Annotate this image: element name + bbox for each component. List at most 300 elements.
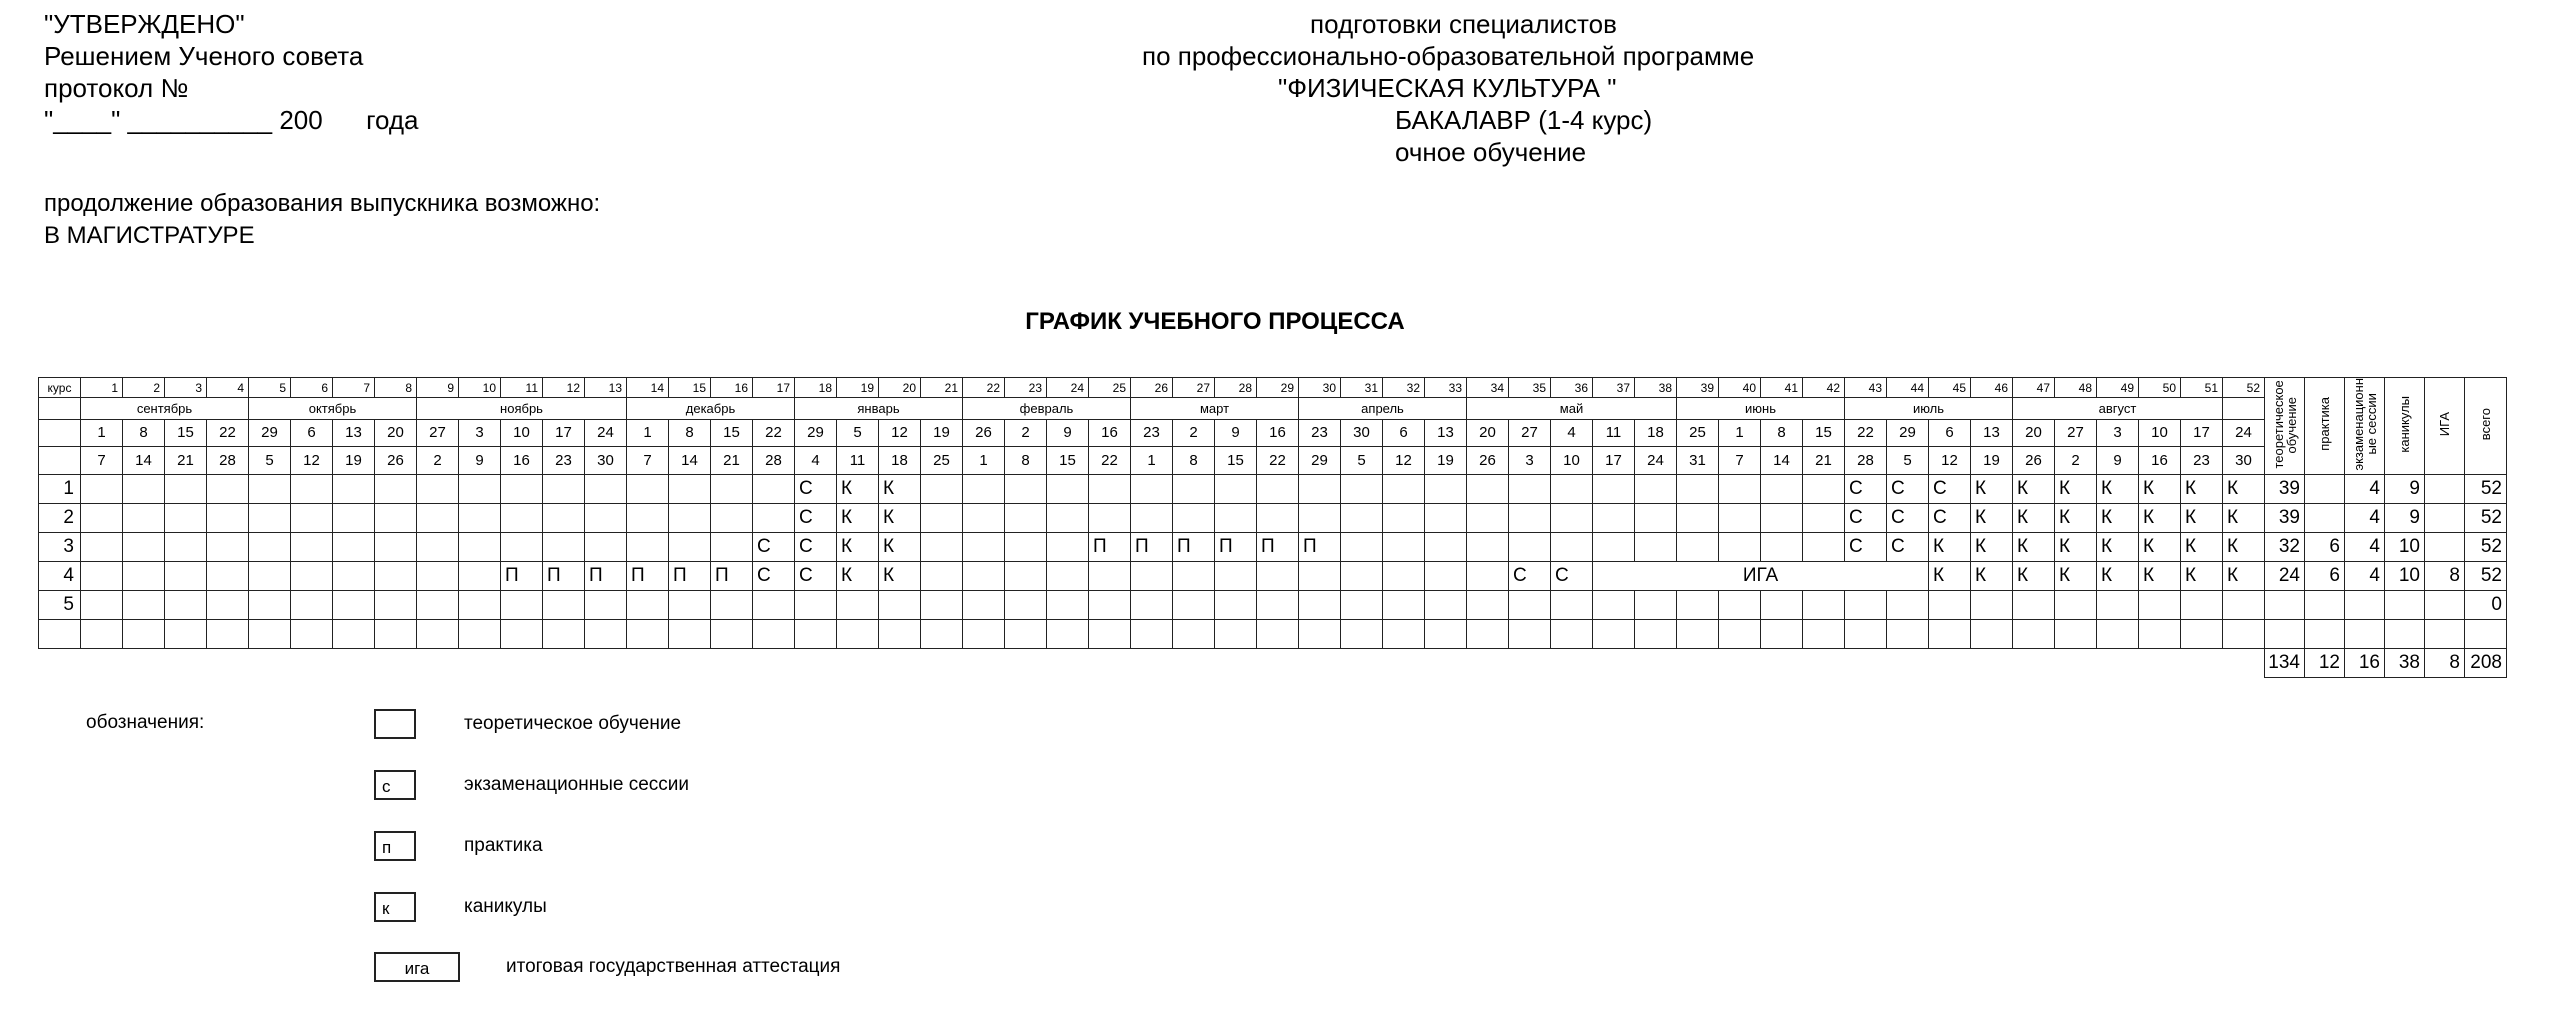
legend-text: каникулы bbox=[464, 896, 547, 917]
week-number: 32 bbox=[1383, 378, 1425, 398]
schedule-cell bbox=[1551, 619, 1593, 648]
schedule-cell bbox=[207, 532, 249, 561]
schedule-cell bbox=[837, 619, 879, 648]
schedule-cell bbox=[1383, 532, 1425, 561]
schedule-cell bbox=[1677, 474, 1719, 503]
schedule-cell bbox=[1089, 619, 1131, 648]
course-total: 6 bbox=[2305, 532, 2345, 561]
schedule-cell bbox=[459, 532, 501, 561]
schedule-cell bbox=[921, 532, 963, 561]
schedule-cell bbox=[81, 503, 123, 532]
week-end-day: 10 bbox=[1551, 447, 1593, 474]
kurs-header: курс bbox=[39, 378, 81, 398]
week-end-day: 18 bbox=[879, 447, 921, 474]
week-number: 29 bbox=[1257, 378, 1299, 398]
schedule-cell bbox=[1005, 619, 1047, 648]
schedule-cell: К bbox=[2055, 532, 2097, 561]
schedule-cell: С bbox=[795, 474, 837, 503]
week-number: 28 bbox=[1215, 378, 1257, 398]
schedule-cell bbox=[1299, 474, 1341, 503]
schedule-cell bbox=[963, 619, 1005, 648]
legend-box: ига bbox=[374, 952, 460, 982]
schedule-cell: С bbox=[1551, 561, 1593, 590]
approval-line3: протокол № bbox=[44, 73, 189, 103]
schedule-cell bbox=[417, 561, 459, 590]
legend-text: практика bbox=[464, 835, 543, 856]
week-number: 9 bbox=[417, 378, 459, 398]
summary-header bbox=[2385, 378, 2425, 475]
schedule-cell bbox=[711, 503, 753, 532]
course-total: 9 bbox=[2385, 503, 2425, 532]
week-end-day: 29 bbox=[1299, 447, 1341, 474]
schedule-cell bbox=[627, 590, 669, 619]
schedule-cell bbox=[459, 590, 501, 619]
course-number: 3 bbox=[39, 532, 81, 561]
schedule-cell bbox=[207, 503, 249, 532]
course-total: 4 bbox=[2345, 532, 2385, 561]
schedule-cell: К bbox=[1971, 561, 2013, 590]
schedule-cell: С bbox=[1509, 561, 1551, 590]
week-number: 3 bbox=[165, 378, 207, 398]
schedule-cell bbox=[1803, 590, 1845, 619]
schedule-cell bbox=[249, 532, 291, 561]
empty-cell bbox=[39, 398, 81, 419]
schedule-cell bbox=[1509, 590, 1551, 619]
schedule-cell bbox=[669, 532, 711, 561]
schedule-cell bbox=[375, 619, 417, 648]
schedule-table bbox=[38, 377, 2507, 678]
schedule-cell bbox=[1467, 532, 1509, 561]
week-number: 46 bbox=[1971, 378, 2013, 398]
week-start-day: 12 bbox=[879, 419, 921, 446]
schedule-cell bbox=[711, 590, 753, 619]
week-end-day: 16 bbox=[2139, 447, 2181, 474]
schedule-cell bbox=[1803, 532, 1845, 561]
schedule-cell bbox=[375, 561, 417, 590]
course-total bbox=[2305, 474, 2345, 503]
course-row bbox=[39, 474, 2507, 503]
week-start-day: 30 bbox=[1341, 419, 1383, 446]
week-start-day: 1 bbox=[1719, 419, 1761, 446]
schedule-cell bbox=[1551, 503, 1593, 532]
schedule-cell bbox=[1971, 590, 2013, 619]
week-start-day: 5 bbox=[837, 419, 879, 446]
schedule-cell bbox=[1677, 590, 1719, 619]
week-number: 12 bbox=[543, 378, 585, 398]
schedule-cell bbox=[1887, 619, 1929, 648]
schedule-cell bbox=[459, 503, 501, 532]
schedule-cell bbox=[753, 503, 795, 532]
week-number: 20 bbox=[879, 378, 921, 398]
schedule-cell: К bbox=[2055, 474, 2097, 503]
empty-cell bbox=[39, 419, 81, 446]
course-number: 1 bbox=[39, 474, 81, 503]
week-number: 17 bbox=[753, 378, 795, 398]
week-start-day: 27 bbox=[1509, 419, 1551, 446]
schedule-cell: К bbox=[2139, 474, 2181, 503]
schedule-cell bbox=[963, 503, 1005, 532]
schedule-cell bbox=[81, 561, 123, 590]
course-total: 4 bbox=[2345, 503, 2385, 532]
week-number: 41 bbox=[1761, 378, 1803, 398]
schedule-cell bbox=[417, 503, 459, 532]
course-total: 52 bbox=[2465, 561, 2507, 590]
schedule-cell: К bbox=[879, 474, 921, 503]
week-end-day: 22 bbox=[1089, 447, 1131, 474]
schedule-cell: К bbox=[1971, 503, 2013, 532]
week-end-day: 1 bbox=[1131, 447, 1173, 474]
week-number: 11 bbox=[501, 378, 543, 398]
week-end-day: 31 bbox=[1677, 447, 1719, 474]
course-number: 5 bbox=[39, 590, 81, 619]
week-start-day: 15 bbox=[1803, 419, 1845, 446]
week-start-day: 3 bbox=[459, 419, 501, 446]
schedule-cell bbox=[2223, 590, 2265, 619]
week-end-day: 4 bbox=[795, 447, 837, 474]
schedule-cell bbox=[165, 561, 207, 590]
week-start-day: 11 bbox=[1593, 419, 1635, 446]
schedule-cell bbox=[207, 561, 249, 590]
schedule-cell bbox=[1467, 590, 1509, 619]
schedule-cell bbox=[207, 590, 249, 619]
week-end-day: 16 bbox=[501, 447, 543, 474]
schedule-cell bbox=[1383, 590, 1425, 619]
schedule-cell bbox=[1929, 619, 1971, 648]
week-number: 52 bbox=[2223, 378, 2265, 398]
schedule-cell: С bbox=[1845, 532, 1887, 561]
schedule-title: ГРАФИК УЧЕБНОГО ПРОЦЕССА bbox=[1025, 308, 1405, 335]
course-total: 39 bbox=[2265, 503, 2305, 532]
schedule-cell bbox=[501, 532, 543, 561]
week-end-day: 24 bbox=[1635, 447, 1677, 474]
schedule-cell bbox=[1005, 561, 1047, 590]
schedule-cell bbox=[1341, 532, 1383, 561]
schedule-cell bbox=[1635, 590, 1677, 619]
course-total: 10 bbox=[2385, 532, 2425, 561]
schedule-cell: К bbox=[2181, 503, 2223, 532]
schedule-cell bbox=[1173, 561, 1215, 590]
week-end-day: 23 bbox=[543, 447, 585, 474]
week-end-day: 7 bbox=[1719, 447, 1761, 474]
week-start-day: 9 bbox=[1047, 419, 1089, 446]
schedule-cell bbox=[1131, 474, 1173, 503]
schedule-cell bbox=[921, 474, 963, 503]
schedule-cell bbox=[585, 619, 627, 648]
schedule-cell: С bbox=[795, 503, 837, 532]
schedule-cell bbox=[1299, 619, 1341, 648]
schedule-cell bbox=[333, 532, 375, 561]
week-end-day: 28 bbox=[753, 447, 795, 474]
schedule-cell bbox=[291, 474, 333, 503]
approval-line2: Решением Ученого совета bbox=[44, 41, 364, 71]
course-row bbox=[39, 532, 2507, 561]
schedule-cell bbox=[1173, 503, 1215, 532]
schedule-cell: С bbox=[1845, 474, 1887, 503]
schedule-cell bbox=[837, 590, 879, 619]
schedule-cell bbox=[417, 532, 459, 561]
schedule-cell: К bbox=[1929, 561, 1971, 590]
schedule-cell bbox=[1341, 590, 1383, 619]
schedule-cell bbox=[1215, 561, 1257, 590]
schedule-cell: К bbox=[2223, 474, 2265, 503]
schedule-cell bbox=[1425, 590, 1467, 619]
schedule-cell bbox=[1173, 474, 1215, 503]
schedule-cell bbox=[375, 503, 417, 532]
schedule-cell bbox=[1173, 590, 1215, 619]
schedule-cell bbox=[2181, 619, 2223, 648]
course-total bbox=[2305, 619, 2345, 648]
schedule-cell: К bbox=[2055, 503, 2097, 532]
schedule-cell bbox=[1047, 532, 1089, 561]
course-total bbox=[2425, 532, 2465, 561]
summary-header bbox=[2425, 378, 2465, 475]
blank-area bbox=[39, 648, 2265, 677]
week-start-day: 29 bbox=[795, 419, 837, 446]
schedule-cell bbox=[291, 619, 333, 648]
schedule-cell bbox=[1341, 503, 1383, 532]
week-start-day: 23 bbox=[1299, 419, 1341, 446]
schedule-cell bbox=[333, 561, 375, 590]
month-header: апрель bbox=[1299, 398, 1467, 419]
schedule-cell bbox=[333, 619, 375, 648]
week-start-day: 22 bbox=[207, 419, 249, 446]
schedule-cell bbox=[1719, 474, 1761, 503]
month-header: ноябрь bbox=[417, 398, 627, 419]
week-number: 38 bbox=[1635, 378, 1677, 398]
week-number: 50 bbox=[2139, 378, 2181, 398]
schedule-cell bbox=[417, 619, 459, 648]
empty-cell bbox=[39, 447, 81, 474]
schedule-cell bbox=[1509, 503, 1551, 532]
schedule-cell bbox=[921, 503, 963, 532]
schedule-cell: С bbox=[1929, 503, 1971, 532]
schedule-cell: К bbox=[2013, 532, 2055, 561]
week-end-day: 21 bbox=[165, 447, 207, 474]
week-end-day: 28 bbox=[1845, 447, 1887, 474]
course-number bbox=[39, 619, 81, 648]
iga-cell: ИГА bbox=[1593, 561, 1929, 590]
schedule-cell bbox=[1509, 532, 1551, 561]
program-block bbox=[1100, 8, 1800, 168]
schedule-cell bbox=[81, 590, 123, 619]
week-start-day: 6 bbox=[1383, 419, 1425, 446]
program-line3: "ФИЗИЧЕСКАЯ КУЛЬТУРА " bbox=[1278, 73, 1617, 103]
week-start-day: 3 bbox=[2097, 419, 2139, 446]
week-number: 14 bbox=[627, 378, 669, 398]
schedule-cell bbox=[123, 503, 165, 532]
schedule-cell bbox=[459, 474, 501, 503]
schedule-cell bbox=[1383, 474, 1425, 503]
schedule-cell bbox=[1719, 619, 1761, 648]
week-number: 40 bbox=[1719, 378, 1761, 398]
summary-header-label: практика bbox=[2317, 397, 2332, 452]
week-end-day: 2 bbox=[2055, 447, 2097, 474]
legend-box bbox=[374, 709, 416, 739]
week-number: 45 bbox=[1929, 378, 1971, 398]
week-start-day: 4 bbox=[1551, 419, 1593, 446]
schedule-cell bbox=[627, 503, 669, 532]
program-line1: подготовки специалистов bbox=[1310, 9, 1617, 39]
week-start-day: 23 bbox=[1131, 419, 1173, 446]
approval-date-line: "____" __________ 200 года bbox=[44, 105, 419, 135]
schedule-cell bbox=[459, 561, 501, 590]
course-total bbox=[2265, 590, 2305, 619]
schedule-cell bbox=[81, 532, 123, 561]
schedule-cell bbox=[543, 590, 585, 619]
week-number: 34 bbox=[1467, 378, 1509, 398]
schedule-cell bbox=[1635, 503, 1677, 532]
schedule-cell bbox=[1215, 619, 1257, 648]
schedule-cell bbox=[165, 503, 207, 532]
week-start-day: 2 bbox=[1173, 419, 1215, 446]
schedule-cell: П bbox=[669, 561, 711, 590]
week-number: 48 bbox=[2055, 378, 2097, 398]
grand-total: 38 bbox=[2385, 648, 2425, 677]
course-number: 2 bbox=[39, 503, 81, 532]
week-start-day: 27 bbox=[417, 419, 459, 446]
week-number: 21 bbox=[921, 378, 963, 398]
schedule-cell bbox=[1467, 561, 1509, 590]
schedule-cell: К bbox=[2181, 474, 2223, 503]
summary-header-label: ИГА bbox=[2437, 412, 2452, 437]
legend-title: обозначения: bbox=[86, 712, 205, 733]
schedule-cell bbox=[1341, 619, 1383, 648]
week-number: 51 bbox=[2181, 378, 2223, 398]
schedule-cell bbox=[1635, 474, 1677, 503]
schedule-cell bbox=[1299, 590, 1341, 619]
week-end-day: 7 bbox=[81, 447, 123, 474]
schedule-cell bbox=[333, 590, 375, 619]
schedule-cell: П bbox=[1173, 532, 1215, 561]
schedule-cell bbox=[123, 474, 165, 503]
course-total bbox=[2385, 590, 2425, 619]
schedule-cell bbox=[1761, 619, 1803, 648]
schedule-cell bbox=[627, 474, 669, 503]
course-row bbox=[39, 561, 2507, 590]
schedule-cell: К bbox=[879, 532, 921, 561]
schedule-cell: К bbox=[2223, 532, 2265, 561]
week-number: 4 bbox=[207, 378, 249, 398]
week-number: 30 bbox=[1299, 378, 1341, 398]
schedule-cell bbox=[417, 474, 459, 503]
course-total: 52 bbox=[2465, 532, 2507, 561]
schedule-cell bbox=[1047, 590, 1089, 619]
schedule-cell bbox=[1929, 590, 1971, 619]
course-total: 10 bbox=[2385, 561, 2425, 590]
week-end-day: 26 bbox=[375, 447, 417, 474]
schedule-cell bbox=[291, 503, 333, 532]
schedule-cell bbox=[1257, 503, 1299, 532]
schedule-cell: К bbox=[2097, 532, 2139, 561]
schedule-cell bbox=[1005, 503, 1047, 532]
course-row bbox=[39, 503, 2507, 532]
schedule-cell bbox=[165, 619, 207, 648]
week-number: 24 bbox=[1047, 378, 1089, 398]
schedule-cell: К bbox=[837, 503, 879, 532]
schedule-cell bbox=[1761, 503, 1803, 532]
schedule-cell: К bbox=[2097, 474, 2139, 503]
week-start-day: 2 bbox=[1005, 419, 1047, 446]
schedule-cell: К bbox=[2223, 503, 2265, 532]
week-start-day: 9 bbox=[1215, 419, 1257, 446]
schedule-cell bbox=[1257, 561, 1299, 590]
week-start-day: 10 bbox=[501, 419, 543, 446]
schedule-cell: К bbox=[2139, 503, 2181, 532]
week-start-day: 15 bbox=[711, 419, 753, 446]
week-number: 13 bbox=[585, 378, 627, 398]
schedule-cell: П bbox=[585, 561, 627, 590]
schedule-cell bbox=[123, 590, 165, 619]
schedule-cell bbox=[963, 532, 1005, 561]
schedule-cell: К bbox=[2097, 503, 2139, 532]
schedule-cell bbox=[501, 619, 543, 648]
course-total: 9 bbox=[2385, 474, 2425, 503]
schedule-cell bbox=[585, 503, 627, 532]
week-end-day: 11 bbox=[837, 447, 879, 474]
course-total bbox=[2425, 503, 2465, 532]
legend-box: п bbox=[374, 831, 416, 861]
week-number: 1 bbox=[81, 378, 123, 398]
week-number: 25 bbox=[1089, 378, 1131, 398]
schedule-cell: С bbox=[1887, 532, 1929, 561]
schedule-cell: К bbox=[837, 474, 879, 503]
course-total: 8 bbox=[2425, 561, 2465, 590]
week-end-day: 3 bbox=[1509, 447, 1551, 474]
schedule-cell bbox=[1467, 474, 1509, 503]
schedule-cell bbox=[753, 590, 795, 619]
schedule-cell bbox=[1593, 532, 1635, 561]
week-start-day: 20 bbox=[1467, 419, 1509, 446]
schedule-cell bbox=[1215, 590, 1257, 619]
week-start-day: 1 bbox=[81, 419, 123, 446]
schedule-cell bbox=[543, 503, 585, 532]
week-start-day: 24 bbox=[2223, 419, 2265, 446]
week-start-day: 10 bbox=[2139, 419, 2181, 446]
schedule-cell bbox=[1005, 474, 1047, 503]
course-total: 0 bbox=[2465, 590, 2507, 619]
week-end-day: 9 bbox=[459, 447, 501, 474]
grand-total: 8 bbox=[2425, 648, 2465, 677]
schedule-cell bbox=[711, 619, 753, 648]
schedule-cell: С bbox=[1887, 474, 1929, 503]
week-number: 10 bbox=[459, 378, 501, 398]
schedule-cell bbox=[1719, 503, 1761, 532]
week-end-day: 14 bbox=[1761, 447, 1803, 474]
schedule-cell bbox=[375, 474, 417, 503]
schedule-cell: К bbox=[837, 532, 879, 561]
course-row bbox=[39, 619, 2507, 648]
schedule-cell bbox=[1215, 474, 1257, 503]
week-number: 23 bbox=[1005, 378, 1047, 398]
schedule-cell bbox=[1845, 619, 1887, 648]
schedule-cell bbox=[1803, 619, 1845, 648]
schedule-cell: П bbox=[501, 561, 543, 590]
week-start-day: 13 bbox=[333, 419, 375, 446]
course-row bbox=[39, 590, 2507, 619]
week-end-day: 19 bbox=[1425, 447, 1467, 474]
schedule-cell: К bbox=[2181, 561, 2223, 590]
schedule-cell bbox=[123, 561, 165, 590]
schedule-cell bbox=[333, 503, 375, 532]
schedule-cell: К bbox=[879, 561, 921, 590]
schedule-cell bbox=[921, 619, 963, 648]
schedule-cell bbox=[1131, 590, 1173, 619]
schedule-cell bbox=[585, 474, 627, 503]
schedule-cell bbox=[1551, 590, 1593, 619]
month-header: январь bbox=[795, 398, 963, 419]
program-line4: БАКАЛАВР (1-4 курс) bbox=[1395, 105, 1653, 135]
week-start-day: 8 bbox=[123, 419, 165, 446]
